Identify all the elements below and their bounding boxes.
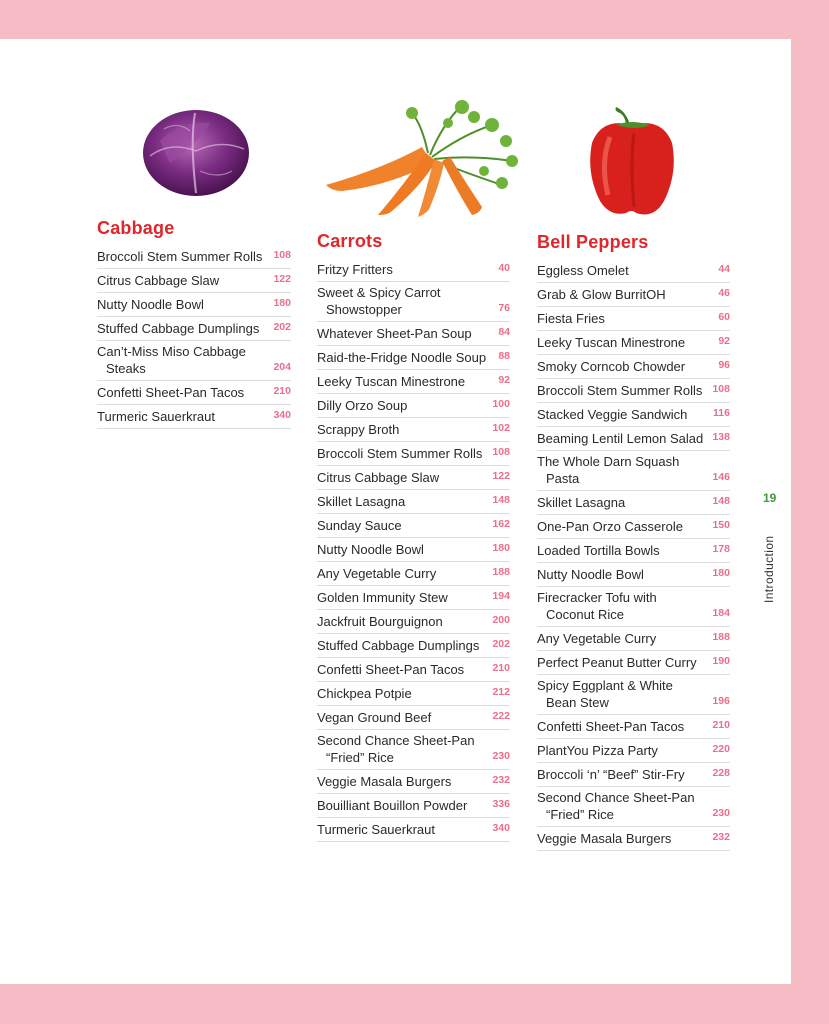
recipe-name: Spicy Eggplant & White Bean Stew (537, 678, 673, 710)
recipe-entry (537, 675, 730, 715)
recipe-name: Stacked Veggie Sandwich (537, 407, 688, 422)
bell-peppers-column (537, 232, 730, 851)
recipe-page-number: 222 (492, 710, 510, 722)
recipe-name: The Whole Darn Squash Pasta (537, 454, 680, 486)
recipe-name: Whatever Sheet-Pan Soup (317, 326, 472, 341)
recipe-entry (537, 627, 730, 651)
recipe-entry (537, 331, 730, 355)
recipe-name: Nutty Noodle Bowl (97, 297, 204, 312)
recipe-page-number: 44 (718, 263, 730, 275)
recipe-entry (317, 658, 510, 682)
recipe-name: Leeky Tuscan Minestrone (317, 374, 466, 389)
recipe-name: Confetti Sheet-Pan Tacos (317, 662, 465, 677)
recipe-entry (317, 466, 510, 490)
recipe-name: Second Chance Sheet-Pan “Fried” Rice (317, 733, 475, 765)
recipe-page-number: 116 (713, 407, 730, 419)
section-label (762, 529, 778, 609)
recipe-page-number: 178 (712, 543, 730, 555)
recipe-entry (317, 818, 510, 842)
recipe-entry (97, 317, 291, 341)
recipe-page-number: 232 (712, 831, 730, 843)
recipe-page-number: 40 (498, 262, 510, 274)
recipe-page-number: 202 (273, 321, 291, 333)
recipe-page-number: 96 (718, 359, 730, 371)
recipe-entry (317, 730, 510, 770)
recipe-page-number: 100 (492, 398, 510, 410)
recipe-page-number: 108 (712, 383, 730, 395)
recipe-page-number: 92 (498, 374, 510, 386)
recipe-page-number: 210 (712, 719, 730, 731)
recipe-entry (317, 682, 510, 706)
recipe-entry (317, 610, 510, 634)
recipe-page-number: 194 (492, 590, 510, 602)
recipe-name: Nutty Noodle Bowl (317, 542, 424, 557)
recipe-name: Fiesta Fries (537, 311, 605, 326)
recipe-page-number: 180 (492, 542, 510, 554)
recipe-entry (537, 283, 730, 307)
recipe-entry (537, 427, 730, 451)
bell-peppers-recipe-list (537, 259, 730, 851)
recipe-page-number: 340 (273, 409, 291, 421)
recipe-entry (537, 827, 730, 851)
recipe-page-number: 180 (712, 567, 730, 579)
red-cabbage-illustration (140, 101, 252, 199)
recipe-name: Any Vegetable Curry (317, 566, 437, 581)
carrots-column (317, 231, 510, 842)
recipe-name: Eggless Omelet (537, 263, 629, 278)
recipe-name: Confetti Sheet-Pan Tacos (97, 385, 245, 400)
recipe-name: Sweet & Spicy Carrot Showstopper (317, 285, 441, 317)
recipe-entry (317, 794, 510, 818)
recipe-entry (537, 403, 730, 427)
recipe-page-number: 190 (712, 655, 730, 667)
recipe-entry (317, 418, 510, 442)
recipe-page-number: 84 (498, 326, 510, 338)
recipe-name: Bouilliant Bouillon Powder (317, 798, 468, 813)
recipe-page-number: 204 (273, 361, 291, 373)
recipe-entry (537, 715, 730, 739)
recipe-entry (97, 341, 291, 381)
recipe-page-number: 180 (273, 297, 291, 309)
recipe-page-number: 202 (492, 638, 510, 650)
recipe-name: Fritzy Fritters (317, 262, 393, 277)
recipe-entry (317, 442, 510, 466)
recipe-page-number: 148 (712, 495, 730, 507)
recipe-name: Skillet Lasagna (317, 494, 406, 509)
recipe-name: One-Pan Orzo Casserole (537, 519, 683, 534)
recipe-name: Grab & Glow BurritOH (537, 287, 666, 302)
recipe-name: Nutty Noodle Bowl (537, 567, 644, 582)
carrots-recipe-list (317, 258, 510, 842)
recipe-page-number: 88 (498, 350, 510, 362)
page (0, 39, 791, 984)
recipe-name: Loaded Tortilla Bowls (537, 543, 660, 558)
recipe-name: Broccoli Stem Summer Rolls (97, 249, 263, 264)
recipe-page-number: 150 (712, 519, 730, 531)
recipe-page-number: 232 (492, 774, 510, 786)
cabbage-column (97, 218, 291, 429)
recipe-page-number: 230 (712, 807, 730, 819)
recipe-page-number: 60 (718, 311, 730, 323)
recipe-entry (97, 245, 291, 269)
recipe-page-number: 336 (492, 798, 510, 810)
recipe-entry (97, 381, 291, 405)
recipe-page-number: 212 (492, 686, 510, 698)
recipe-name: Firecracker Tofu with Coconut Rice (537, 590, 657, 622)
recipe-entry (537, 259, 730, 283)
recipe-name: Citrus Cabbage Slaw (317, 470, 440, 485)
recipe-name: Jackfruit Bourguignon (317, 614, 443, 629)
recipe-page-number: 220 (712, 743, 730, 755)
recipe-page-number: 188 (712, 631, 730, 643)
recipe-name: Veggie Masala Burgers (537, 831, 672, 846)
recipe-entry (537, 763, 730, 787)
recipe-entry (317, 346, 510, 370)
recipe-entry (537, 451, 730, 491)
recipe-entry (537, 787, 730, 827)
recipe-entry (317, 706, 510, 730)
recipe-entry (537, 379, 730, 403)
recipe-page-number: 188 (492, 566, 510, 578)
recipe-page-number: 230 (492, 750, 510, 762)
recipe-page-number: 102 (492, 422, 510, 434)
recipe-entry (537, 515, 730, 539)
recipe-entry (537, 651, 730, 675)
recipe-entry (537, 355, 730, 379)
recipe-entry (97, 269, 291, 293)
carrots-heading: Carrots (317, 231, 383, 251)
recipe-page-number: 210 (273, 385, 291, 397)
recipe-entry (537, 307, 730, 331)
recipe-name: Veggie Masala Burgers (317, 774, 452, 789)
recipe-name: Scrappy Broth (317, 422, 400, 437)
recipe-entry (97, 293, 291, 317)
recipe-page-number: 146 (712, 471, 730, 483)
recipe-entry (537, 587, 730, 627)
recipe-name: Any Vegetable Curry (537, 631, 657, 646)
recipe-name: PlantYou Pizza Party (537, 743, 658, 758)
recipe-entry (537, 491, 730, 515)
recipe-name: Smoky Corncob Chowder (537, 359, 686, 374)
recipe-entry (317, 258, 510, 282)
recipe-name: Second Chance Sheet-Pan “Fried” Rice (537, 790, 695, 822)
recipe-entry (537, 539, 730, 563)
recipe-page-number: 196 (712, 695, 730, 707)
recipe-page-number: 210 (492, 662, 510, 674)
recipe-page-number: 148 (492, 494, 510, 506)
recipe-page-number: 108 (492, 446, 510, 458)
recipe-name: Vegan Ground Beef (317, 710, 432, 725)
recipe-name: Sunday Sauce (317, 518, 402, 533)
recipe-entry (317, 538, 510, 562)
recipe-page-number: 46 (718, 287, 730, 299)
recipe-name: Skillet Lasagna (537, 495, 626, 510)
recipe-page-number: 162 (492, 518, 510, 530)
recipe-name: Raid-the-Fridge Noodle Soup (317, 350, 487, 365)
recipe-page-number: 122 (492, 470, 510, 482)
recipe-name: Citrus Cabbage Slaw (97, 273, 220, 288)
recipe-entry (317, 562, 510, 586)
recipe-name: Leeky Tuscan Minestrone (537, 335, 686, 350)
recipe-name: Confetti Sheet-Pan Tacos (537, 719, 685, 734)
recipe-name: Dilly Orzo Soup (317, 398, 408, 413)
recipe-name: Broccoli ‘n’ “Beef” Stir-Fry (537, 767, 685, 782)
recipe-name: Perfect Peanut Butter Curry (537, 655, 697, 670)
recipe-page-number: 184 (712, 607, 730, 619)
recipe-name: Golden Immunity Stew (317, 590, 448, 605)
recipe-entry (317, 394, 510, 418)
recipe-page-number: 108 (273, 249, 291, 261)
red-bell-pepper-illustration (586, 103, 678, 219)
recipe-page-number: 340 (492, 822, 510, 834)
recipe-entry (317, 514, 510, 538)
recipe-entry (317, 490, 510, 514)
recipe-page-number: 76 (498, 302, 510, 314)
recipe-page-number: 228 (712, 767, 730, 779)
recipe-page-number: 138 (712, 431, 730, 443)
cabbage-heading: Cabbage (97, 218, 175, 238)
recipe-name: Stuffed Cabbage Dumplings (317, 638, 480, 653)
page-number: 19 (763, 491, 777, 505)
bell-peppers-heading: Bell Peppers (537, 232, 649, 252)
recipe-name: Turmeric Sauerkraut (317, 822, 435, 837)
recipe-name: Broccoli Stem Summer Rolls (317, 446, 483, 461)
recipe-entry (317, 370, 510, 394)
recipe-name: Can’t-Miss Miso Cabbage Steaks (97, 344, 246, 376)
recipe-entry (537, 739, 730, 763)
recipe-entry (537, 563, 730, 587)
recipe-page-number: 122 (273, 273, 291, 285)
recipe-entry (317, 770, 510, 794)
recipe-name: Stuffed Cabbage Dumplings (97, 321, 260, 336)
recipe-page-number: 92 (718, 335, 730, 347)
recipe-entry (317, 282, 510, 322)
section-label-text: Introduction (762, 535, 776, 603)
recipe-name: Beaming Lentil Lemon Salad (537, 431, 704, 446)
recipe-page-number: 200 (492, 614, 510, 626)
recipe-entry (317, 322, 510, 346)
recipe-entry (97, 405, 291, 429)
recipe-entry (317, 586, 510, 610)
recipe-name: Chickpea Potpie (317, 686, 412, 701)
recipe-entry (317, 634, 510, 658)
recipe-name: Turmeric Sauerkraut (97, 409, 215, 424)
recipe-name: Broccoli Stem Summer Rolls (537, 383, 703, 398)
cabbage-recipe-list (97, 245, 291, 429)
carrots-illustration (322, 95, 518, 217)
